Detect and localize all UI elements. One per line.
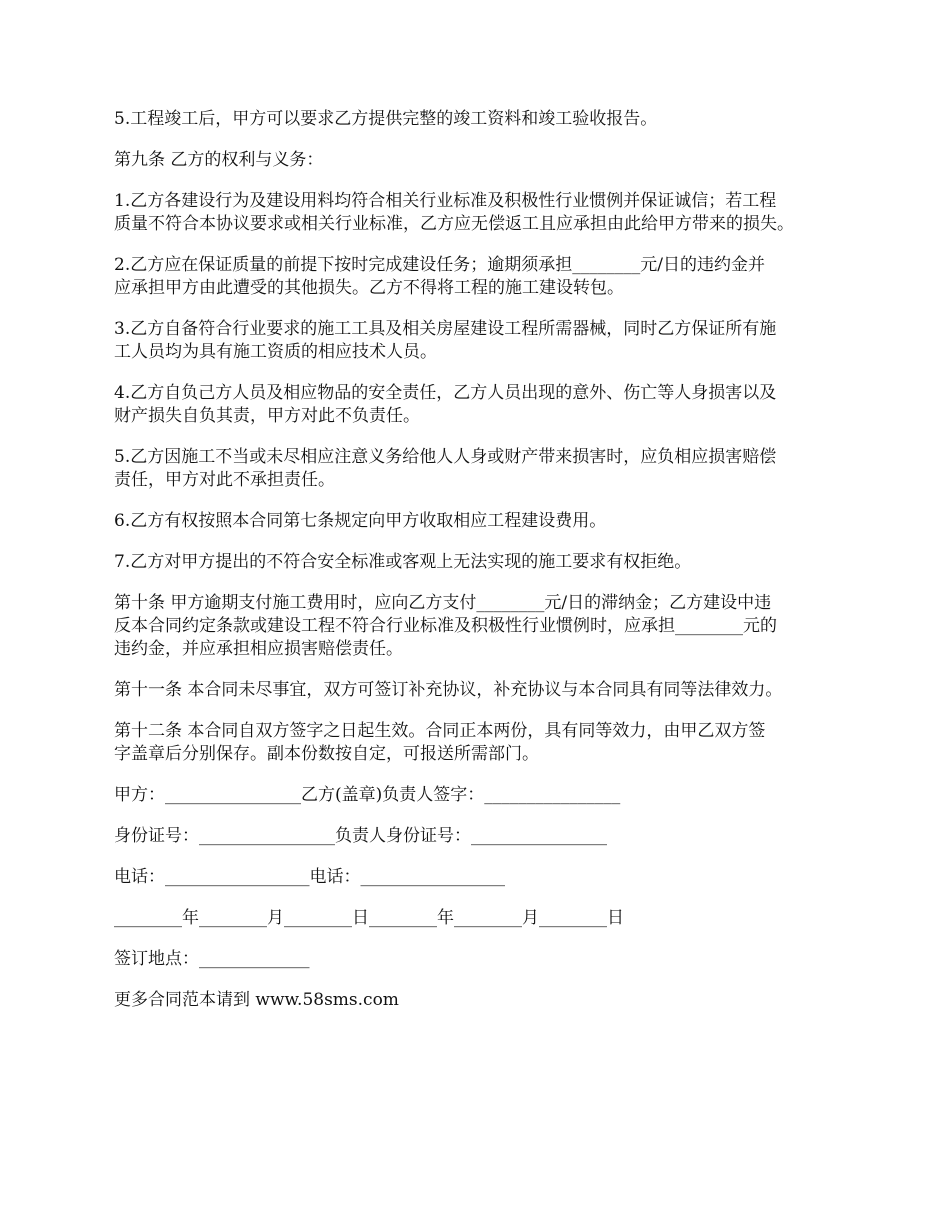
signature-party-line: 甲方：________________乙方(盖章)负责人签字：________________ xyxy=(114,785,621,805)
article-10: 第十条 甲方逾期支付施工费用时，应向乙方支付________元/日的滞纳金；乙方建设中违 反本合同约定条款或建设工程不符合行业标准及积极性行业惯例时，应承担________元的 违约金，并应承担相应损害赔偿责任。 xyxy=(114,593,777,659)
signature-id-line: 身份证号：________________负责人身份证号：________________ xyxy=(114,826,607,846)
article-9-heading: 第九条 乙方的权利与义务： xyxy=(114,150,324,170)
clause-b-item-6: 6.乙方有权按照本合同第七条规定向甲方收取相应工程建设费用。 xyxy=(114,511,607,531)
article-12: 第十二条 本合同自双方签字之日起生效。合同正本两份，具有同等效力，由甲乙双方签 字盖章后分别保存。副本份数按自定，可报送所需部门。 xyxy=(114,721,766,764)
clause-b-item-3: 3.乙方自备符合行业要求的施工工具及相关房屋建设工程所需器械，同时乙方保证所有施 工人员均为具有施工资质的相应技术人员。 xyxy=(114,319,777,362)
clause-b-item-5: 5.乙方因施工不当或未尽相应注意义务给他人人身或财产带来损害时，应负相应损害赔偿 责任，甲方对此不承担责任。 xyxy=(114,447,777,490)
clause-b-item-1: 1.乙方各建设行为及建设用料均符合相关行业标准及积极性行业惯例并保证诚信；若工程 质量不符合本协议要求或相关行业标准，乙方应无偿返工且应承担由此给甲方带来的损失。 xyxy=(114,191,794,234)
contract-page xyxy=(114,108,858,1030)
article-11: 第十一条 本合同未尽事宜，双方可签订补充协议，补充协议与本合同具有同等法律效力。 xyxy=(114,680,783,700)
signing-location-line: 签订地点：_____________ xyxy=(114,949,310,969)
clause-completion-documents: 5.工程竣工后，甲方可以要求乙方提供完整的竣工资料和竣工验收报告。 xyxy=(114,109,658,129)
clause-b-item-4: 4.乙方自负己方人员及相应物品的安全责任，乙方人员出现的意外、伤亡等人身损害以及 财产损失自负其责，甲方对此不负责任。 xyxy=(114,383,777,426)
signature-phone-line: 电话：_________________电话：_________________ xyxy=(114,867,505,887)
footer-note: 更多合同范本请到 www.58sms.com xyxy=(114,990,399,1010)
clause-b-item-2: 2.乙方应在保证质量的前提下按时完成建设任务；逾期须承担________元/日的违约金并 应承担甲方由此遭受的其他损失。乙方不得将工程的施工建设转包。 xyxy=(114,255,765,298)
signature-date-line: ________年________月________日________年________月________日 xyxy=(114,908,624,928)
clause-b-item-7: 7.乙方对甲方提出的不符合安全标准或客观上无法实现的施工要求有权拒绝。 xyxy=(114,552,692,572)
